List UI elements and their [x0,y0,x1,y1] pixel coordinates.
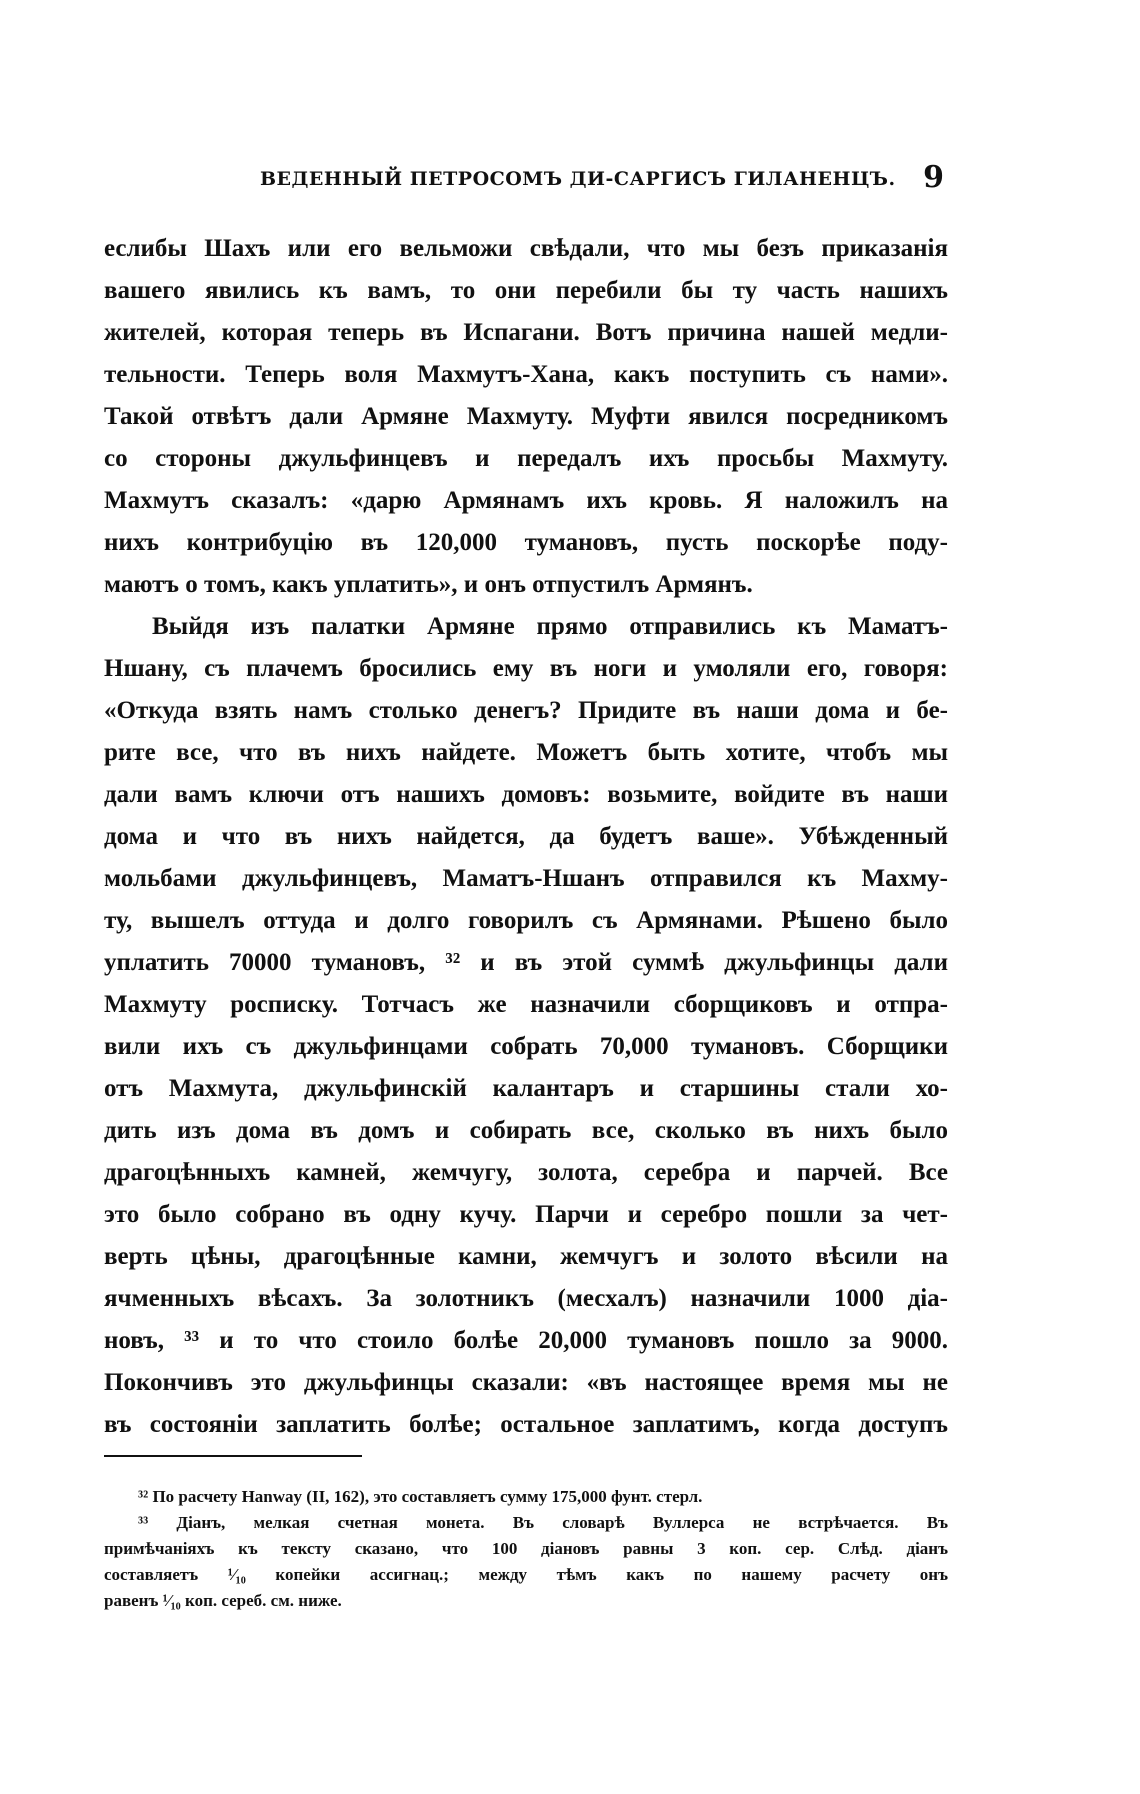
text-line: верть цѣны, драгоцѣнные камни, жемчугъ и золото вѣсили на [104,1243,948,1270]
text-line: ячменныхъ вѣсахъ. За золотникъ (месхалъ) назначили 1000 діа- [104,1285,948,1312]
text-line: вашего явились къ вамъ, то они перебили бы ту часть нашихъ [104,277,948,304]
text-line: Махмуту росписку. Тотчасъ же назначили сборщиковъ и отпра- [104,991,948,1018]
text-line: Такой отвѣтъ дали Армяне Махмуту. Муфти явился посредникомъ [104,403,948,430]
text-line: «Откуда взять намъ столько денегъ? Придите въ наши дома и бе- [104,697,948,724]
text-line: дали вамъ ключи отъ нашихъ домовъ: возьмите, войдите въ наши [104,781,948,808]
text-line: маютъ о томъ, какъ уплатить», и онъ отпустилъ Армянъ. [104,571,753,598]
footnote-line: равенъ ¹⁄₁₀ коп. сереб. см. ниже. [104,1591,342,1610]
text-line: это было собрано въ одну кучу. Парчи и серебро пошли за чет- [104,1201,948,1228]
text-line: мольбами джульфинцевъ, Маматъ-Ншанъ отправился къ Махму- [104,865,948,892]
text-line: новъ, ³³ и то что стоило болѣе 20,000 тумановъ пошло за 9000. [104,1327,948,1354]
footnote-line: ³² По расчету Hanway (II, 162), это составляетъ сумму 175,000 фунт. стерл. [138,1487,703,1506]
text-line: тельности. Теперь воля Махмутъ-Хана, какъ поступить съ нами». [104,361,948,388]
text-line: уплатить 70000 тумановъ, ³² и въ этой суммѣ джульфинцы дали [104,949,948,976]
text-line: еслибы Шахъ или его вельможи свѣдали, что мы безъ приказанія [104,235,948,262]
text-line: дить изъ дома въ домъ и собирать все, сколько въ нихъ было [104,1117,948,1144]
text-line: Выйдя изъ палатки Армяне прямо отправились къ Маматъ- [152,613,948,640]
footnote-line: ³³ Діанъ, мелкая счетная монета. Въ словарѣ Вуллерса не встрѣчается. Въ [138,1513,948,1532]
text-line: со стороны джульфинцевъ и передалъ ихъ просьбы Махмуту. [104,445,948,472]
text-line: дома и что въ нихъ найдется, да будетъ ваше». Убѣжденный [104,823,948,850]
footnote-line: примѣчаніяхъ къ тексту сказано, что 100 діановъ равны 3 коп. сер. Слѣд. діанъ [104,1539,948,1558]
text-line: жителей, которая теперь въ Испагани. Вотъ причина нашей медли- [104,319,948,346]
text-line: ту, вышелъ оттуда и долго говорилъ съ Армянами. Рѣшено было [104,907,948,934]
text-line: отъ Махмута, джульфинскій калантаръ и старшины стали хо- [104,1075,948,1102]
footnote-line: составляетъ ¹⁄₁₀ копейки ассигнац.; между тѣмъ какъ по нашему расчету онъ [104,1565,948,1584]
text-line: нихъ контрибуцію въ 120,000 тумановъ, пусть поскорѣе поду- [104,529,948,556]
text-line: рите все, что въ нихъ найдете. Можетъ быть хотите, чтобъ мы [104,739,948,766]
text-line: Ншану, съ плачемъ бросились ему въ ноги и умоляли его, говоря: [104,655,948,682]
footnotes [104,1484,948,1614]
page-number: 9 [923,160,944,195]
footnote-divider [104,1455,362,1457]
body-text [104,228,948,1446]
text-line: Покончивъ это джульфинцы сказали: «въ настоящее время мы не [104,1369,948,1396]
running-title: ВЕДЕННЫЙ ПЕТРОСОМЪ ДИ-САРГИСЪ ГИЛАНЕНЦЪ. [260,168,896,190]
text-line: драгоцѣнныхъ камней, жемчугу, золота, серебра и парчей. Все [104,1159,948,1186]
text-line: вили ихъ съ джульфинцами собрать 70,000 тумановъ. Сборщики [104,1033,948,1060]
text-line: Махмутъ сказалъ: «дарю Армянамъ ихъ кровь. Я наложилъ на [104,487,948,514]
running-head [104,160,944,200]
text-line: въ состояніи заплатить болѣе; остальное заплатимъ, когда доступъ [104,1411,948,1438]
